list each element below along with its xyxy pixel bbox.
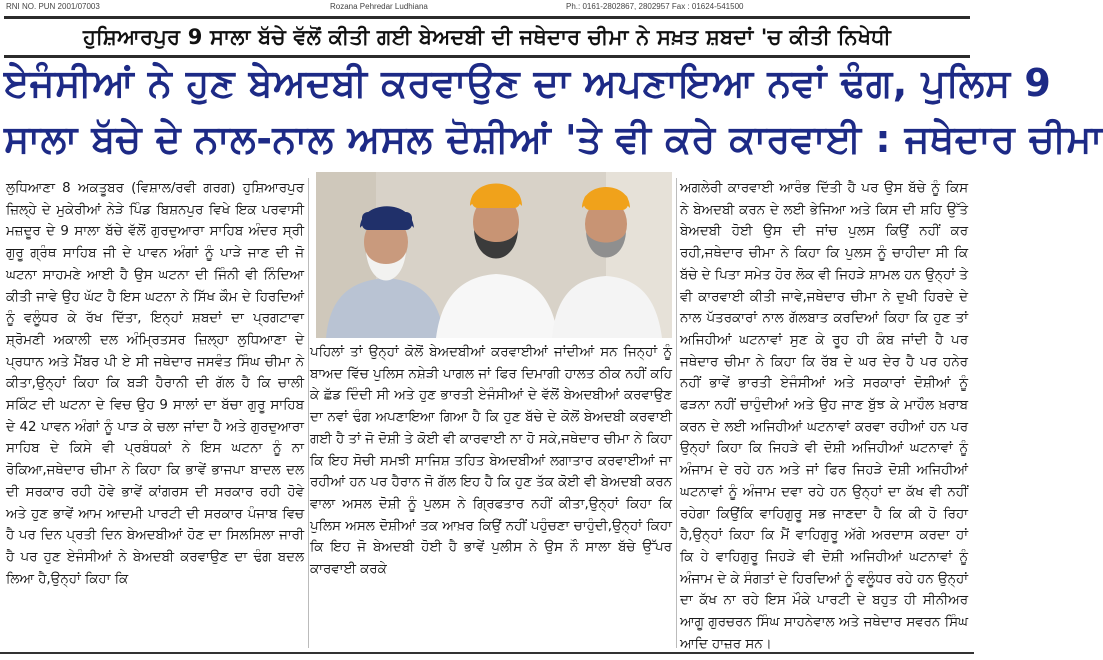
article-column-1: ਲੁਧਿਆਣਾ 8 ਅਕਤੂਬਰ (ਵਿਸ਼ਾਲ/ਰਵੀ ਗਰਗ) ਹੁਸ਼ਿਆਰਪੁਰ ਜ਼ਿਲ੍ਹੇ ਦੇ ਮੁਕੇਰੀਆਂ ਨੇੜੇ ਪਿੰਡ ਬਿਸ਼ਨਪੁਰ ਵਿਖੇ ਇਕ ਪਰਵਾਸੀ ਮਜ਼ਦੂਰ ਦੇ 9 ਸਾਲਾ ਬੱਚੇ ਵੱਲੋਂ ਗੁਰਦੁਆਰਾ ਸਾਹਿਬ ਅੰਦਰ ਸ੍ਰੀ ਗੁਰੂ ਗ੍ਰੰਥ ਸਾਹਿਬ ਜੀ ਦੇ ਪਾਵਨ ਅੰਗਾਂ ਨੂੰ ਪਾੜੇ ਜਾਣ ਦੀ ਜੋ ਘਟਨਾ ਸਾਹਮਣੇ ਆਈ ਹੈ ਉਸ ਘਟਨਾ ਦੀ ਜਿੰਨੀ ਵੀ ਨਿੰਦਿਆ ਕੀਤੀ ਜਾਵੇ ਉਹ ਘੱਟ ਹੈ ਇਸ ਘਟਨਾ ਨੇ ਸਿੱਖ ਕੌਮ ਦੇ ਹਿਰਦਿਆਂ ਨੂੰ ਵਲੂੰਧਰ ਕੇ ਰੱਖ ਦਿੱਤਾ, ਇਨ੍ਹਾਂ ਸ਼ਬਦਾਂ ਦਾ ਪ੍ਰਗਟਾਵਾ ਸ਼੍ਰੋਮਣੀ ਅਕਾਲੀ ਦਲ ਅੰਮ੍ਰਿਤਸਰ ਜ਼ਿਲ੍ਹਾ ਲੁਧਿਆਣਾ ਦੇ ਪ੍ਰਧਾਨ ਅਤੇ ਮੈਂਬਰ ਪੀ ਏ ਸੀ ਜਥੇਦਾਰ ਜਸਵੰਤ ਸਿੰਘ ਚੀਮਾ ਨੇ ਕੀਤਾ,ਉਨ੍ਹਾਂ ਕਿਹਾ ਕਿ ਬੜੀ ਹੈਰਾਨੀ ਦੀ ਗੱਲ ਹੈ ਕਿ ਚਾਲੀ ਸਕਿੰਟ ਦੀ ਘਟਨਾ ਦੇ ਵਿਚ ਉਹ 9 ਸਾਲਾਂ ਦਾ ਬੱਚਾ ਗੁਰੂ ਸਾਹਿਬ ਦੇ 42 ਪਾਵਨ ਅੰਗਾਂ ਨੂੰ ਪਾੜ ਕੇ ਚਲਾ ਜਾਂਦਾ ਹੈ ਅਤੇ ਗੁਰਦੁਆਰਾ ਸਾਹਿਬ ਦੇ ਕਿਸੇ ਵੀ ਪ੍ਰਬੰਧਕਾਂ ਨੇ ਇਸ ਘਟਨਾ ਨੂੰ ਨਾ ਰੋਕਿਆ,ਜਥੇਦਾਰ ਚੀਮਾ ਨੇ ਕਿਹਾ ਕਿ ਭਾਵੇਂ ਭਾਜਪਾ ਬਾਦਲ ਦਲ ਦੀ ਸਰਕਾਰ ਰਹੀ ਹੋਵੇ ਭਾਵੇਂ ਕਾਂਗਰਸ ਦੀ ਸਰਕਾਰ ਰਹੀ ਹੋਵੇ ਅਤੇ ਹੁਣ ਭਾਵੇਂ ਆਮ ਆਦਮੀ ਪਾਰਟੀ ਦੀ ਸਰਕਾਰ ਪੰਜਾਬ ਵਿਚ ਹੈ ਪਰ ਦਿਨ ਪ੍ਰਤੀ ਦਿਨ ਬੇਅਦਬੀਆਂ ਹੋਣ ਦਾ ਸਿਲਸਿਲਾ ਜਾਰੀ ਹੈ ਪਰ ਹੁਣ ਏਜੰਸੀਆਂ ਨੇ ਬੇਅਦਬੀ ਕਰਵਾਉਣ ਦਾ ਢੰਗ ਬਦਲ ਲਿਆ ਹੈ,ਉਨ੍ਹਾਂ ਕਿਹਾ ਕਿ: [6, 181, 304, 587]
masthead-registration: RNI NO. PUN 2001/07003: [6, 2, 100, 11]
news-photo: [316, 172, 672, 338]
masthead-contact: Ph.: 0161-2802867, 2802957 Fax : 01624-541500: [566, 2, 744, 11]
headline-line-2: ਸਾਲਾ ਬੱਚੇ ਦੇ ਨਾਲ-ਨਾਲ ਅਸਲ ਦੋਸ਼ੀਆਂ 'ਤੇ ਵੀ ਕਰੇ ਕਾਰਵਾਈ : ਜਥੇਦਾਰ ਚੀਮਾ: [4, 117, 1103, 161]
bottom-rule: [0, 652, 974, 654]
news-photo-illustration: [316, 172, 672, 338]
article-column-2: ਪਹਿਲਾਂ ਤਾਂ ਉਨ੍ਹਾਂ ਕੋਲੋਂ ਬੇਅਦਬੀਆਂ ਕਰਵਾਈਆਂ ਜਾਂਦੀਆਂ ਸਨ ਜਿਨ੍ਹਾਂ ਨੂੰ ਬਾਅਦ ਵਿੱਚ ਪੁਲਿਸ ਨਸ਼ੇੜੀ ਪਾਗਲ ਜਾਂ ਫਿਰ ਦਿਮਾਗੀ ਹਾਲਤ ਠੀਕ ਨਹੀਂ ਕਹਿ ਕੇ ਛੱਡ ਦਿੰਦੀ ਸੀ ਅਤੇ ਹੁਣ ਭਾਰਤੀ ਏਜੰਸੀਆਂ ਦੇ ਵੱਲੋਂ ਬੇਅਦਬੀਆਂ ਕਰਵਾਉਣ ਦਾ ਨਵਾਂ ਢੰਗ ਅਪਣਾਇਆ ਗਿਆ ਹੈ ਕਿ ਹੁਣ ਬੱਚੇ ਦੇ ਕੋਲੋਂ ਬੇਅਦਬੀ ਕਰਵਾਈ ਗਈ ਹੈ ਤਾਂ ਜੋ ਦੋਸ਼ੀ ਤੇ ਕੋਈ ਵੀ ਕਾਰਵਾਈ ਨਾ ਹੋ ਸਕੇ,ਜਥੇਦਾਰ ਚੀਮਾ ਨੇ ਕਿਹਾ ਕਿ ਇਹ ਸੋਚੀ ਸਮਝੀ ਸਾਜਿਸ਼ ਤਹਿਤ ਬੇਅਦਬੀਆਂ ਲਗਾਤਾਰ ਕਰਵਾਈਆਂ ਜਾ ਰਹੀਆਂ ਹਨ ਪਰ ਹੈਰਾਨ ਜੋ ਗੱਲ ਇਹ ਹੈ ਕਿ ਹੁਣ ਤੱਕ ਕੋਈ ਵੀ ਬੇਅਦਬੀ ਕਰਨ ਵਾਲਾ ਅਸਲ ਦੋਸ਼ੀ ਨੂੰ ਪੁਲਸ ਨੇ ਗ੍ਰਿਫਤਾਰ ਨਹੀਂ ਕੀਤਾ,ਉਨ੍ਹਾਂ ਕਿਹਾ ਕਿ ਪੁਲਿਸ ਅਸਲ ਦੋਸ਼ੀਆਂ ਤਕ ਆਖ਼ਰ ਕਿਉਂ ਨਹੀਂ ਪਹੁੰਚਣਾ ਚਾਹੁੰਦੀ,ਉਨ੍ਹਾਂ ਕਿਹਾ ਕਿ ਇਹ ਜੋ ਬੇਅਦਬੀ ਹੋਈ ਹੈ ਭਾਵੇਂ ਪੁਲੀਸ ਨੇ ਉਸ ਨੌ ਸਾਲਾ ਬੱਚੇ ਉੱਪਰ ਕਾਰਵਾਈ ਕਰਕੇ: [310, 345, 672, 578]
headline-line-1: ਏਜੰਸੀਆਂ ਨੇ ਹੁਣ ਬੇਅਦਬੀ ਕਰਵਾਉਣ ਦਾ ਅਪਣਾਇਆ ਨਵਾਂ ਢੰਗ, ਪੁਲਿਸ 9: [4, 61, 1052, 105]
strapline: ਹੁਸ਼ਿਆਰਪੁਰ 9 ਸਾਲਾ ਬੱਚੇ ਵੱਲੋਂ ਕੀਤੀ ਗਈ ਬੇਅਦਬੀ ਦੀ ਜਥੇਦਾਰ ਚੀਮਾ ਨੇ ਸਖ਼ਤ ਸ਼ਬਦਾਂ 'ਚ ਕੀਤੀ ਨਿਖੇਧੀ: [4, 16, 970, 58]
column-divider: [676, 178, 677, 648]
article-column-3: ਅਗਲੇਰੀ ਕਾਰਵਾਈ ਆਰੰਭ ਦਿੱਤੀ ਹੈ ਪਰ ਉਸ ਬੱਚੇ ਨੂੰ ਕਿਸ ਨੇ ਬੇਅਦਬੀ ਕਰਨ ਦੇ ਲਈ ਭੇਜਿਆ ਅਤੇ ਕਿਸ ਦੀ ਸ਼ਹਿ ਉੱਤੇ ਬੇਅਦਬੀ ਹੋਈ ਉਸ ਦੀ ਜਾਂਚ ਪੁਲਸ ਕਿਉਂ ਨਹੀਂ ਕਰ ਰਹੀ,ਜਥੇਦਾਰ ਚੀਮਾ ਨੇ ਕਿਹਾ ਕਿ ਪੁਲਸ ਨੂੰ ਚਾਹੀਦਾ ਸੀ ਕਿ ਬੱਚੇ ਦੇ ਪਿਤਾ ਸਮੇਤ ਹੋਰ ਲੋਕ ਵੀ ਜਿਹੜੇ ਸ਼ਾਮਲ ਹਨ ਉਨ੍ਹਾਂ ਤੇ ਵੀ ਕਾਰਵਾਈ ਕੀਤੀ ਜਾਵੇ,ਜਥੇਦਾਰ ਚੀਮਾ ਨੇ ਦੁਖੀ ਹਿਰਦੇ ਦੇ ਨਾਲ ਪੱਤਰਕਾਰਾਂ ਨਾਲ ਗੱਲਬਾਤ ਕਰਦਿਆਂ ਕਿਹਾ ਕਿ ਹੁਣ ਤਾਂ ਅਜਿਹੀਆਂ ਘਟਨਾਵਾਂ ਸੁਣ ਕੇ ਰੂਹ ਹੀ ਕੰਬ ਜਾਂਦੀ ਹੈ ਪਰ ਜਥੇਦਾਰ ਚੀਮਾ ਨੇ ਕਿਹਾ ਕਿ ਰੱਬ ਦੇ ਘਰ ਦੇਰ ਹੈ ਪਰ ਹਨੇਰ ਨਹੀਂ ਭਾਵੇਂ ਭਾਰਤੀ ਏਜੰਸੀਆਂ ਅਤੇ ਸਰਕਾਰਾਂ ਦੋਸ਼ੀਆਂ ਨੂੰ ਫੜਨਾ ਨਹੀਂ ਚਾਹੁੰਦੀਆਂ ਅਤੇ ਉਹ ਜਾਣ ਬੁੱਝ ਕੇ ਮਾਹੌਲ ਖ਼ਰਾਬ ਕਰਨ ਦੇ ਲਈ ਅਜਿਹੀਆਂ ਘਟਨਾਵਾਂ ਕਰਵਾ ਰਹੀਆਂ ਹਨ ਪਰ ਉਨ੍ਹਾਂ ਕਿਹਾ ਕਿ ਜਿਹੜੇ ਵੀ ਦੋਸ਼ੀ ਅਜਿਹੀਆਂ ਘਟਨਾਵਾਂ ਨੂੰ ਅੰਜਾਮ ਦੇ ਰਹੇ ਹਨ ਅਤੇ ਜਾਂ ਫਿਰ ਜਿਹੜੇ ਦੋਸ਼ੀ ਅਜਿਹੀਆਂ ਘਟਨਾਵਾਂ ਨੂੰ ਅੰਜਾਮ ਦਵਾ ਰਹੇ ਹਨ ਉਨ੍ਹਾਂ ਦਾ ਕੱਖ ਵੀ ਨਹੀਂ ਰਹੇਗਾ ਕਿਉਂਕਿ ਵਾਹਿਗੁਰੂ ਸਭ ਜਾਣਦਾ ਹੈ ਕਿ ਕੀ ਹੋ ਰਿਹਾ ਹੈ,ਉਨ੍ਹਾਂ ਕਿਹਾ ਕਿ ਮੈਂ ਵਾਹਿਗੁਰੂ ਅੱਗੇ ਅਰਦਾਸ ਕਰਦਾ ਹਾਂ ਕਿ ਹੇ ਵਾਹਿਗੁਰੂ ਜਿਹੜੇ ਵੀ ਦੋਸ਼ੀ ਅਜਿਹੀਆਂ ਘਟਨਾਵਾਂ ਨੂੰ ਅੰਜਾਮ ਦੇ ਕੇ ਸੰਗਤਾਂ ਦੇ ਹਿਰਦਿਆਂ ਨੂੰ ਵਲੂੰਧਰ ਰਹੇ ਹਨ ਉਨ੍ਹਾਂ ਦਾ ਕੱਖ ਨਾ ਰਹੇ ਇਸ ਮੌਕੇ ਪਾਰਟੀ ਦੇ ਬਹੁਤ ਹੀ ਸੀਨੀਅਰ ਆਗੂ ਗੁਰਚਰਨ ਸਿੰਘ ਸਾਹਨੇਵਾਲ ਅਤੇ ਜਥੇਦਾਰ ਸਵਰਨ ਸਿੰਘ ਆਦਿ ਹਾਜ਼ਰ ਸਨ।: [680, 181, 968, 652]
masthead-publication: Rozana Pehredar Ludhiana: [330, 2, 428, 11]
column-divider: [308, 178, 309, 648]
